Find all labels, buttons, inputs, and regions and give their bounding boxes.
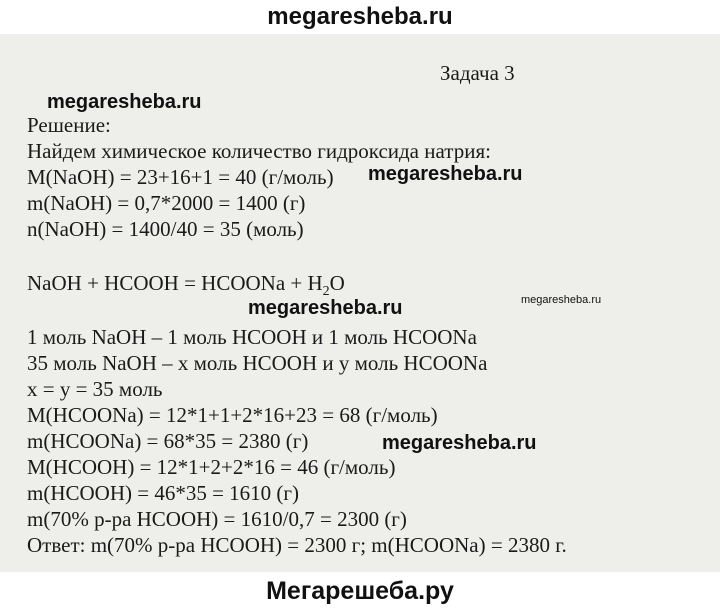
solution-line: 35 моль NaOH – x моль HCOOH и y моль HCOONa bbox=[27, 351, 488, 375]
solution-line: Найдем химическое количество гидроксида натрия: bbox=[27, 139, 491, 163]
watermark: megaresheba.ru bbox=[248, 297, 403, 319]
equation-right: O bbox=[329, 271, 345, 295]
equation-subscript: 2 bbox=[322, 284, 330, 300]
solution-line: m(HCOOH) = 46*35 = 1610 (г) bbox=[27, 481, 300, 505]
watermark: megaresheba.ru bbox=[382, 432, 537, 454]
watermark: megaresheba.ru bbox=[368, 163, 523, 185]
watermark: megaresheba.ru bbox=[47, 91, 202, 113]
solution-line: m(HCOONa) = 68*35 = 2380 (г) bbox=[27, 429, 309, 453]
solution-line: M(NaOH) = 23+16+1 = 40 (г/моль) bbox=[27, 165, 334, 189]
solution-line: x = y = 35 моль bbox=[27, 377, 163, 401]
solution-line: M(HCOOH) = 12*1+2+2*16 = 46 (г/моль) bbox=[27, 455, 396, 479]
task-title: Задача 3 bbox=[440, 61, 515, 85]
answer-line: Ответ: m(70% р-ра HCOOH) = 2300 г; m(HCOONa) = 2380 г. bbox=[27, 533, 567, 557]
watermark: megaresheba.ru bbox=[521, 294, 602, 306]
site-footer: Мегарешеба.ру bbox=[0, 572, 720, 610]
reaction-equation bbox=[27, 270, 345, 300]
solution-line: m(NaOH) = 0,7*2000 = 1400 (г) bbox=[27, 191, 306, 215]
equation-left: NaOH + HCOOH = HCOONa + H bbox=[27, 271, 323, 295]
solution-line: M(HCOONa) = 12*1+1+2*16+23 = 68 (г/моль) bbox=[27, 403, 438, 427]
solution-line: m(70% р-ра HCOOH) = 1610/0,7 = 2300 (г) bbox=[27, 507, 407, 531]
scanned-page bbox=[0, 34, 720, 572]
solution-line: n(NaOH) = 1400/40 = 35 (моль) bbox=[27, 217, 304, 241]
solution-line: 1 моль NaOH – 1 моль HCOOH и 1 моль HCOONa bbox=[27, 325, 477, 349]
site-header: megaresheba.ru bbox=[0, 0, 720, 34]
solution-label: Решение: bbox=[27, 113, 111, 137]
